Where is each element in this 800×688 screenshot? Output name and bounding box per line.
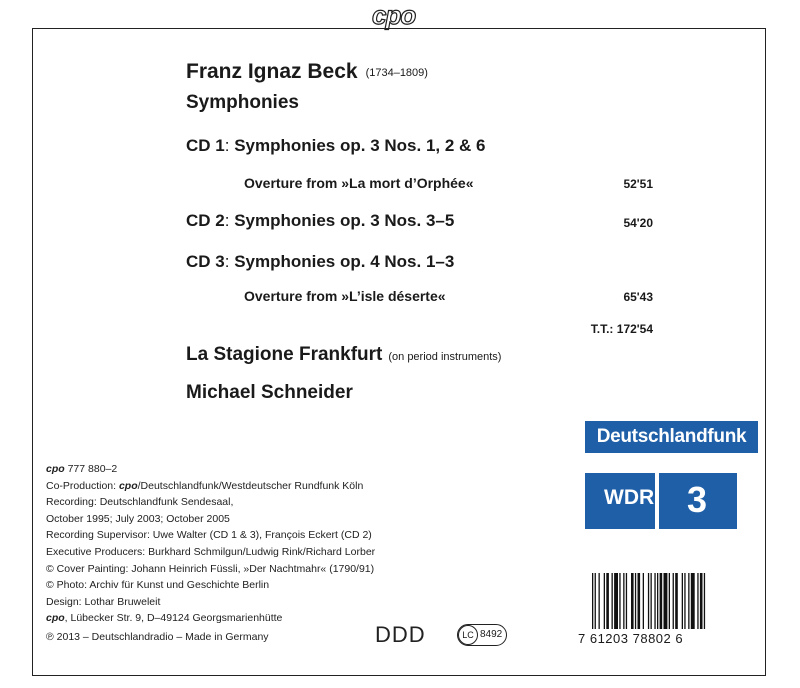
credit-line: October 1995; July 2003; October 2005 xyxy=(46,512,230,525)
address: cpo, Lübecker Str. 9, D–49124 Georgsmarienhütte xyxy=(46,612,283,625)
barcode-bar xyxy=(691,573,695,629)
cd2-line: CD 2: Symphonies op. 3 Nos. 3–5 xyxy=(186,211,455,230)
barcode-bar xyxy=(660,573,663,629)
barcode-bar xyxy=(626,573,627,629)
cd3-title: Symphonies op. 4 Nos. 1–3 xyxy=(234,252,455,271)
cd1-label: CD 1 xyxy=(186,136,225,155)
barcode-bar xyxy=(654,573,655,629)
cd3-duration: 65'43 xyxy=(623,290,653,304)
cd2-title: Symphonies op. 3 Nos. 3–5 xyxy=(234,211,455,230)
barcode-bar xyxy=(669,573,670,629)
barcode-bar xyxy=(643,573,644,629)
barcode-bar xyxy=(638,573,641,629)
lc-circle: LC xyxy=(458,625,478,645)
credit-line: Design: Lothar Bruweleit xyxy=(46,595,161,608)
cd2-label: CD 2 xyxy=(186,211,225,230)
barcode-bar xyxy=(612,573,613,629)
credits-block xyxy=(46,461,375,646)
barcode-bar xyxy=(614,573,618,629)
barcode-bar xyxy=(704,573,705,629)
wdr-text: WDR xyxy=(604,486,655,509)
barcode-number: 7 61203 78802 6 xyxy=(578,631,684,646)
barcode-bar xyxy=(619,573,620,629)
cd1-line: CD 1: Symphonies op. 3 Nos. 1, 2 & 6 xyxy=(186,136,486,155)
catalog-number: cpo 777 880–2 xyxy=(46,463,118,475)
barcode-bar xyxy=(599,573,600,629)
credit-line: © Photo: Archiv für Kunst und Geschichte Berlin xyxy=(46,579,270,592)
cd1-overture: Overture from »La mort d’Orphée« xyxy=(244,175,474,191)
cd1-duration: 52'51 xyxy=(623,177,653,191)
ensemble-name: La Stagione Frankfurt xyxy=(186,344,383,365)
barcode-bar xyxy=(664,573,668,629)
composer-name: Franz Ignaz Beck xyxy=(186,60,358,83)
wdr3-logo xyxy=(585,473,737,529)
barcode-bar xyxy=(592,573,593,629)
cd3-line: CD 3: Symphonies op. 4 Nos. 1–3 xyxy=(186,252,455,271)
barcode-bar xyxy=(697,573,698,629)
deutschlandfunk-logo: Deutschlandfunk xyxy=(585,421,758,453)
barcode-bar xyxy=(606,573,609,629)
barcode-bar xyxy=(604,573,605,629)
barcode-bar xyxy=(700,573,703,629)
barcode-bar xyxy=(673,573,674,629)
barcode-bar xyxy=(682,573,683,629)
total-time: T.T.: 172'54 xyxy=(590,322,653,336)
cd1-title: Symphonies op. 3 Nos. 1, 2 & 6 xyxy=(234,136,486,155)
cd2-duration: 54'20 xyxy=(623,216,653,230)
credit-line: © Cover Painting: Johann Heinrich Füssli, »Der Nachtmahr« (1790/91) xyxy=(46,562,375,575)
credit-line: Recording: Deutschlandfunk Sendesaal, xyxy=(46,496,234,509)
ensemble xyxy=(186,344,501,366)
barcode-bar xyxy=(595,573,596,629)
barcode-bar xyxy=(651,573,652,629)
copyright: ℗ 2013 – Deutschlandradio – Made in Germany xyxy=(46,630,269,643)
cpo-logo: cpo xyxy=(372,0,416,30)
barcode-bar xyxy=(688,573,689,629)
wdr-separator xyxy=(655,473,659,529)
lc-number: 8492 xyxy=(480,629,503,640)
barcode-bar xyxy=(648,573,649,629)
credit-line: Recording Supervisor: Uwe Walter (CD 1 & 3), François Eckert (CD 2) xyxy=(46,529,372,542)
barcode-bar xyxy=(684,573,685,629)
cd3-overture: Overture from »L’isle déserte« xyxy=(244,288,446,304)
barcode xyxy=(590,573,758,629)
barcode-bar xyxy=(675,573,678,629)
wdr-number: 3 xyxy=(663,477,731,523)
composer-dates: (1734–1809) xyxy=(365,67,428,79)
credit-line: Executive Producers: Burkhard Schmilgun/Ludwig Rink/Richard Lorber xyxy=(46,545,376,558)
ensemble-note: (on period instruments) xyxy=(388,351,502,363)
coproduction: Co-Production: cpo/Deutschlandfunk/Westdeutscher Rundfunk Köln xyxy=(46,479,364,492)
ddd-mark: DDD xyxy=(375,622,426,647)
barcode-bar xyxy=(657,573,658,629)
label-code xyxy=(457,624,507,646)
composer xyxy=(186,60,428,84)
barcode-bar xyxy=(631,573,634,629)
cd3-label: CD 3 xyxy=(186,252,225,271)
barcode-bar xyxy=(635,573,636,629)
conductor: Michael Schneider xyxy=(186,382,353,403)
work-title: Symphonies xyxy=(186,92,299,113)
barcode-bar xyxy=(623,573,624,629)
